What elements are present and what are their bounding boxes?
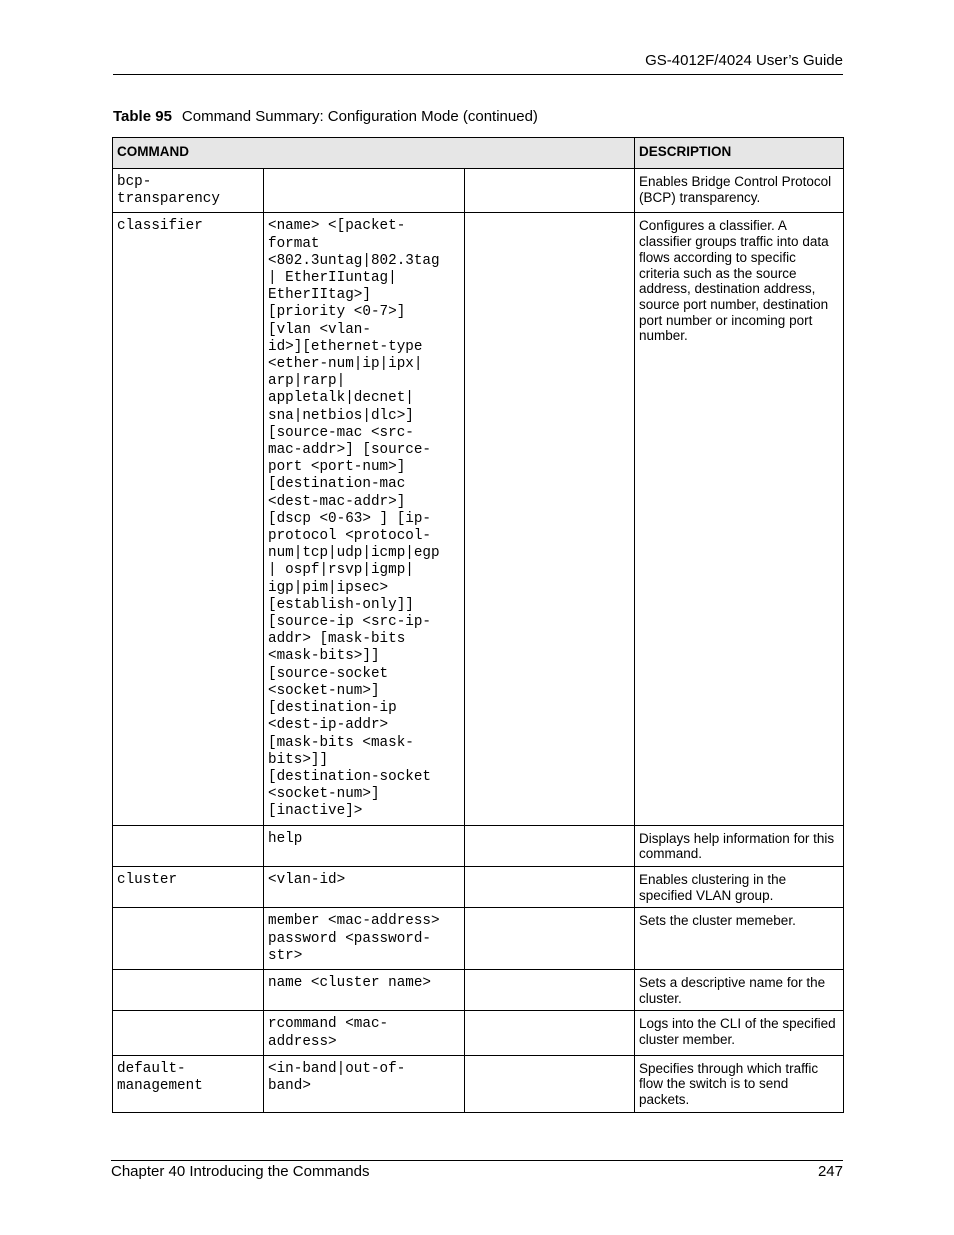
table-header-row: [113, 138, 844, 169]
command-cell: [113, 213, 264, 825]
table-caption-text: Command Summary: Configuration Mode (continued): [181, 108, 538, 125]
argument-text: <in-band|out-of- band>: [268, 1060, 406, 1094]
description-cell: Configures a classifier. A classifier groups traffic into data flows according to specific criteria such as the source address, destination address, source port number, destination port number or incoming port number.: [635, 213, 844, 825]
table-caption-label: Table 95: [113, 108, 172, 125]
description-cell: Logs into the CLI of the specified cluster member.: [635, 1011, 844, 1055]
argument-text: rcommand <mac- address>: [268, 1016, 389, 1050]
command-cell: [113, 908, 264, 970]
argument-cell: [264, 866, 465, 907]
sub-argument-cell: [465, 1055, 635, 1112]
table-row: [113, 825, 844, 866]
argument-cell: [264, 213, 465, 825]
page-number: 247: [817, 1163, 843, 1180]
guide-title: GS-4012F/4024 User’s Guide: [645, 52, 843, 69]
command-text: default- management: [117, 1060, 203, 1094]
argument-text: <name> <[packet- format <802.3untag|802.3tag | EtherIIuntag| EtherIItag>] [priority <0-7>] [vlan <vlan- id>][ethernet-type <ether-num|ip|ipx| arp|rarp| appletalk|decnet| sna|netbios|dlc>] [source-mac <src- mac-addr>] [source- port <port-num>] [destination-mac <dest-mac-addr>] [dscp <0-63> ] [ip- protocol <protocol- num|tcp|udp|icmp|egp | ospf|rsvp|igmp| igp|pim|ipsec> [establish-only]] [source-ip <src-ip- addr> [mask-bits <mask-bits>]] [source-socket <socket-num>] [destination-ip <dest-ip-addr> [mask-bits <mask- bits>]] [destination-socket <socket-num>] [inactive]>: [268, 218, 440, 820]
command-cell: [113, 169, 264, 213]
table-row: [113, 169, 844, 213]
argument-cell: [264, 1055, 465, 1112]
command-cell: [113, 866, 264, 907]
description-column-header: DESCRIPTION: [635, 138, 844, 169]
table-row: [113, 969, 844, 1010]
description-cell: Sets the cluster memeber.: [635, 908, 844, 970]
sub-argument-cell: [465, 213, 635, 825]
command-cell: [113, 969, 264, 1010]
table-row: [113, 866, 844, 907]
sub-argument-cell: [465, 908, 635, 970]
page-header: [113, 50, 843, 75]
argument-cell: [264, 169, 465, 213]
argument-cell: [264, 1011, 465, 1055]
command-summary-table: [112, 137, 844, 1113]
command-text: bcp- transparency: [117, 174, 220, 208]
argument-text: member <mac-address> password <password- str>: [268, 913, 440, 964]
table-row: [113, 1055, 844, 1112]
table-row: [113, 1011, 844, 1055]
description-cell: Enables Bridge Control Protocol (BCP) transparency.: [635, 169, 844, 213]
command-column-header: COMMAND: [113, 138, 635, 169]
description-cell: Sets a descriptive name for the cluster.: [635, 969, 844, 1010]
table-row: [113, 908, 844, 970]
command-cell: [113, 1011, 264, 1055]
command-cell: [113, 825, 264, 866]
argument-text: name <cluster name>: [268, 974, 432, 991]
table-caption: [113, 108, 538, 125]
description-cell: Enables clustering in the specified VLAN group.: [635, 866, 844, 907]
sub-argument-cell: [465, 1011, 635, 1055]
sub-argument-cell: [465, 866, 635, 907]
argument-cell: [264, 825, 465, 866]
chapter-title: Chapter 40 Introducing the Commands: [111, 1163, 370, 1180]
argument-cell: [264, 908, 465, 970]
command-text: classifier: [117, 218, 203, 235]
table-row: [113, 213, 844, 825]
page-footer: [111, 1160, 843, 1183]
argument-text: help: [268, 830, 303, 847]
sub-argument-cell: [465, 969, 635, 1010]
argument-cell: [264, 969, 465, 1010]
sub-argument-cell: [465, 169, 635, 213]
command-text: cluster: [117, 871, 178, 888]
argument-text: <vlan-id>: [268, 871, 346, 888]
command-cell: [113, 1055, 264, 1112]
description-cell: Specifies through which traffic flow the switch is to send packets.: [635, 1055, 844, 1112]
sub-argument-cell: [465, 825, 635, 866]
description-cell: Displays help information for this command.: [635, 825, 844, 866]
